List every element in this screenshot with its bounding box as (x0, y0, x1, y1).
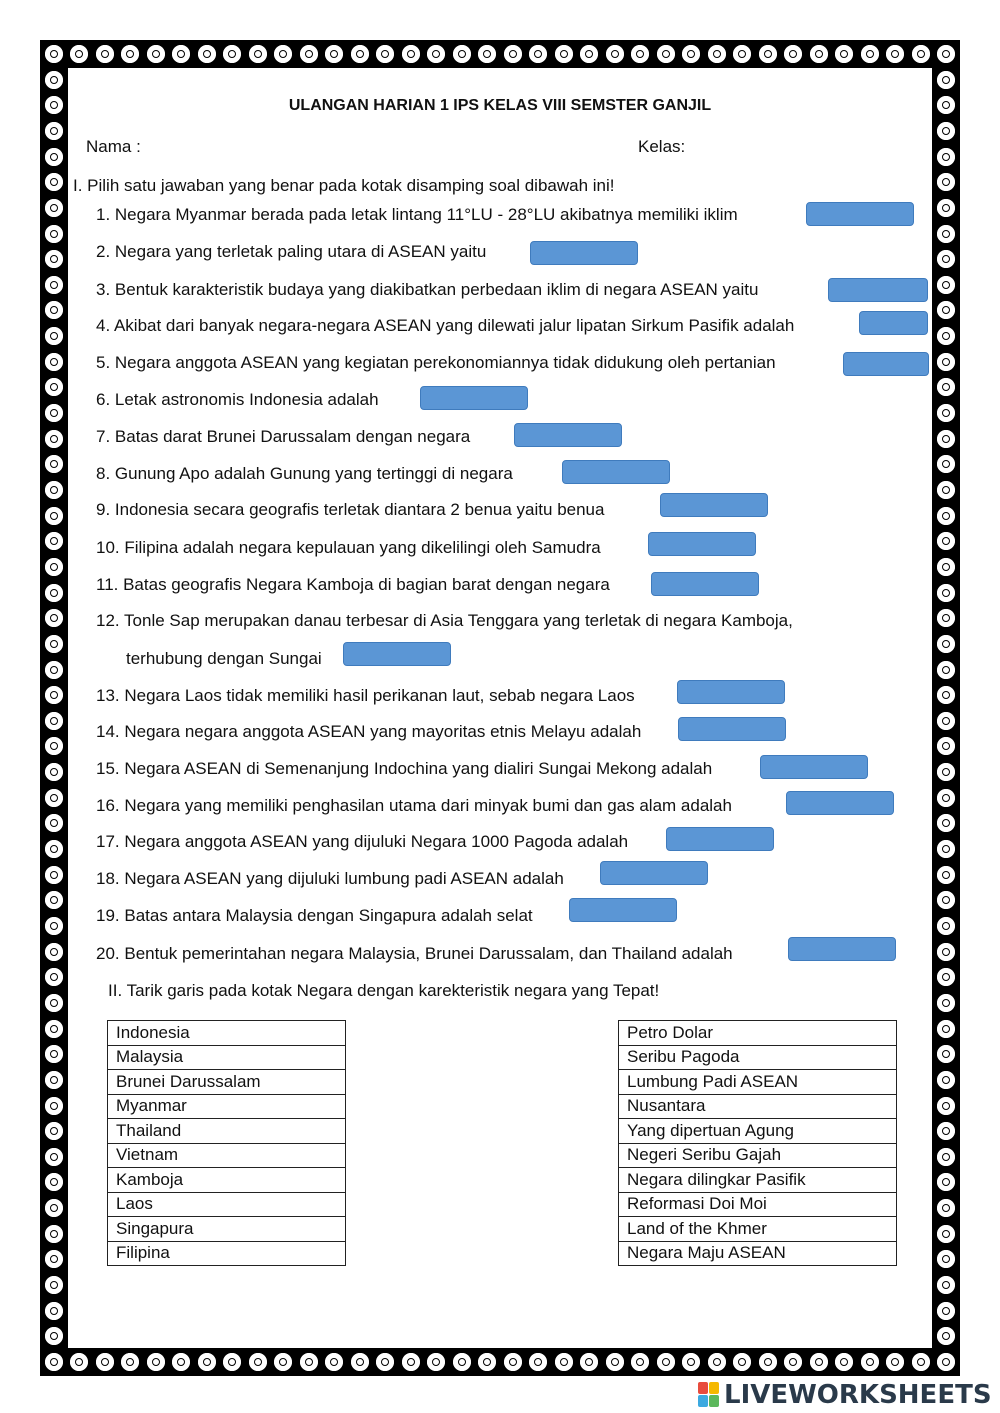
countries-table (107, 1020, 346, 1266)
flower-border-icon (45, 1148, 63, 1166)
section2-instruction: II. Tarik garis pada kotak Negara dengan karekteristik negara yang Tepat! (108, 981, 660, 1000)
answer-box-2[interactable] (530, 241, 638, 265)
characteristic-cell[interactable]: Negara dilingkar Pasifik (619, 1168, 897, 1193)
flower-border-icon (45, 327, 63, 345)
answer-box-8[interactable] (562, 460, 670, 484)
flower-border-icon (45, 1122, 63, 1140)
country-cell[interactable]: Vietnam (108, 1143, 346, 1168)
question-1: 1. Negara Myanmar berada pada letak lintang 11°LU - 28°LU akibatnya memiliki iklim (96, 205, 738, 224)
flower-border-icon (45, 686, 63, 704)
question-17: 17. Negara anggota ASEAN yang dijuluki Negara 1000 Pagoda adalah (96, 832, 629, 851)
flower-border-icon (249, 1353, 267, 1371)
flower-border-icon (45, 1199, 63, 1217)
flower-border-icon (733, 1353, 751, 1371)
flower-border-icon (861, 1353, 879, 1371)
flower-border-icon (45, 737, 63, 755)
flower-border-icon (733, 45, 751, 63)
flower-border-icon (147, 1353, 165, 1371)
answer-box-3[interactable] (828, 278, 928, 302)
flower-border-icon (45, 866, 63, 884)
table-row (108, 1119, 346, 1144)
flower-border-icon (937, 1353, 955, 1371)
nama-label: Nama : (86, 137, 141, 156)
question-11: 11. Batas geografis Negara Kamboja di bagian barat dengan negara (96, 575, 610, 594)
flower-border-icon (45, 1276, 63, 1294)
flower-border-icon (427, 1353, 445, 1371)
flower-border-icon (351, 1353, 369, 1371)
flower-border-icon (937, 1148, 955, 1166)
flower-border-icon (121, 45, 139, 63)
flower-border-icon (402, 1353, 420, 1371)
flower-border-icon (478, 45, 496, 63)
flower-border-icon (45, 814, 63, 832)
table-row (108, 1192, 346, 1217)
table-row (619, 1045, 897, 1070)
flower-border-icon (45, 532, 63, 550)
question-18: 18. Negara ASEAN yang dijuluki lumbung padi ASEAN adalah (96, 869, 564, 888)
flower-border-icon (504, 1353, 522, 1371)
flower-border-icon (45, 917, 63, 935)
flower-border-icon (45, 225, 63, 243)
flower-border-icon (886, 45, 904, 63)
flower-border-icon (70, 1353, 88, 1371)
flower-border-icon (45, 789, 63, 807)
answer-box-20[interactable] (788, 937, 896, 961)
flower-border-icon (682, 45, 700, 63)
flower-border-icon (657, 1353, 675, 1371)
characteristic-cell[interactable]: Petro Dolar (619, 1021, 897, 1046)
flower-border-icon (223, 45, 241, 63)
flower-border-icon (45, 481, 63, 499)
flower-border-icon (45, 507, 63, 525)
flower-border-icon (45, 1327, 63, 1345)
question-3: 3. Bentuk karakteristik budaya yang diakibatkan perbedaan iklim di negara ASEAN yaitu (96, 280, 759, 299)
question-6: 6. Letak astronomis Indonesia adalah (96, 390, 379, 409)
flower-border-icon (45, 404, 63, 422)
flower-border-icon (45, 173, 63, 191)
flower-border-icon (937, 148, 955, 166)
flower-border-icon (937, 1302, 955, 1320)
country-cell[interactable]: Thailand (108, 1119, 346, 1144)
flower-border-icon (631, 45, 649, 63)
flower-border-icon (937, 122, 955, 140)
flower-border-icon (70, 45, 88, 63)
flower-border-icon (45, 1020, 63, 1038)
flower-border-icon (45, 968, 63, 986)
flower-border-icon (96, 1353, 114, 1371)
table-row (619, 1143, 897, 1168)
flower-border-icon (937, 481, 955, 499)
liveworksheets-wordmark: LIVEWORKSHEETS (724, 1380, 992, 1410)
flower-border-icon (453, 1353, 471, 1371)
flower-border-icon (937, 789, 955, 807)
question-4: 4. Akibat dari banyak negara-negara ASEAN yang dilewati jalur lipatan Sirkum Pasifik adalah (96, 316, 795, 335)
table-row (108, 1241, 346, 1266)
flower-border-icon (45, 1173, 63, 1191)
question-10: 10. Filipina adalah negara kepulauan yang dikelilingi oleh Samudra (96, 538, 601, 557)
flower-border-icon (274, 45, 292, 63)
flower-border-icon (937, 430, 955, 448)
flower-border-icon (45, 1045, 63, 1063)
table-row (108, 1070, 346, 1095)
table-row (619, 1021, 897, 1046)
answer-box-18[interactable] (600, 861, 708, 885)
question-8: 8. Gunung Apo adalah Gunung yang tertinggi di negara (96, 464, 513, 483)
flower-border-icon (657, 45, 675, 63)
section1-instruction: I. Pilih satu jawaban yang benar pada kotak disamping soal dibawah ini! (73, 176, 615, 195)
flower-border-icon (172, 45, 190, 63)
flower-border-icon (759, 45, 777, 63)
flower-border-icon (504, 45, 522, 63)
flower-border-icon (912, 1353, 930, 1371)
flower-border-icon (45, 353, 63, 371)
answer-box-10[interactable] (648, 532, 756, 556)
flower-border-icon (937, 1045, 955, 1063)
characteristic-cell[interactable]: Negara Maju ASEAN (619, 1241, 897, 1266)
table-row (619, 1217, 897, 1242)
flower-border-icon (759, 1353, 777, 1371)
flower-border-icon (45, 148, 63, 166)
table-row (108, 1217, 346, 1242)
flower-border-icon (937, 1097, 955, 1115)
flower-border-icon (937, 173, 955, 191)
flower-border-icon (937, 225, 955, 243)
characteristic-cell[interactable]: Reformasi Doi Moi (619, 1192, 897, 1217)
flower-border-icon (937, 45, 955, 63)
flower-border-icon (937, 968, 955, 986)
question-7: 7. Batas darat Brunei Darussalam dengan negara (96, 427, 471, 446)
characteristic-cell[interactable]: Nusantara (619, 1094, 897, 1119)
flower-border-icon (937, 686, 955, 704)
table-row (108, 1094, 346, 1119)
flower-border-icon (223, 1353, 241, 1371)
flower-border-icon (937, 840, 955, 858)
flower-border-icon (121, 1353, 139, 1371)
flower-border-icon (784, 1353, 802, 1371)
flower-border-icon (631, 1353, 649, 1371)
country-cell[interactable]: Kamboja (108, 1168, 346, 1193)
flower-border-icon (606, 1353, 624, 1371)
characteristic-cell[interactable]: Negeri Seribu Gajah (619, 1143, 897, 1168)
flower-border-icon (937, 1199, 955, 1217)
flower-border-icon (937, 301, 955, 319)
flower-border-icon (810, 1353, 828, 1371)
question-13: 13. Negara Laos tidak memiliki hasil perikanan laut, sebab negara Laos (96, 686, 635, 705)
flower-border-icon (529, 45, 547, 63)
characteristics-table (618, 1020, 897, 1266)
flower-border-icon (937, 378, 955, 396)
table-row (619, 1070, 897, 1095)
table-row (619, 1094, 897, 1119)
flower-border-icon (580, 1353, 598, 1371)
flower-border-icon (45, 45, 63, 63)
country-cell[interactable]: Singapura (108, 1217, 346, 1242)
flower-border-icon (45, 455, 63, 473)
answer-box-15[interactable] (760, 755, 868, 779)
flower-border-icon (147, 45, 165, 63)
flower-border-icon (937, 327, 955, 345)
flower-border-icon (937, 1327, 955, 1345)
table-row (108, 1045, 346, 1070)
flower-border-icon (45, 250, 63, 268)
flower-border-icon (937, 712, 955, 730)
table-row (619, 1168, 897, 1193)
country-cell[interactable]: Filipina (108, 1241, 346, 1266)
flower-border-icon (198, 45, 216, 63)
table-row (619, 1192, 897, 1217)
flower-border-icon (198, 1353, 216, 1371)
liveworksheets-badge-icon (698, 1382, 720, 1408)
flower-border-icon (555, 1353, 573, 1371)
table-row (108, 1168, 346, 1193)
flower-border-icon (300, 45, 318, 63)
answer-box-1[interactable] (806, 202, 914, 226)
answer-box-12[interactable] (343, 642, 451, 666)
flower-border-icon (249, 45, 267, 63)
flower-border-icon (937, 1276, 955, 1294)
flower-border-icon (45, 378, 63, 396)
flower-border-icon (937, 1173, 955, 1191)
table-row (108, 1143, 346, 1168)
flower-border-icon (937, 609, 955, 627)
flower-border-icon (937, 71, 955, 89)
flower-border-icon (376, 45, 394, 63)
flower-border-icon (810, 45, 828, 63)
flower-border-icon (937, 507, 955, 525)
flower-border-icon (606, 45, 624, 63)
flower-border-icon (45, 71, 63, 89)
flower-border-icon (708, 45, 726, 63)
flower-border-icon (45, 1302, 63, 1320)
flower-border-icon (45, 994, 63, 1012)
answer-box-14[interactable] (678, 717, 786, 741)
characteristic-cell[interactable]: Land of the Khmer (619, 1217, 897, 1242)
flower-border-icon (45, 840, 63, 858)
flower-border-icon (453, 45, 471, 63)
flower-border-icon (300, 1353, 318, 1371)
flower-border-icon (937, 943, 955, 961)
flower-border-icon (45, 430, 63, 448)
question-14: 14. Negara negara anggota ASEAN yang mayoritas etnis Melayu adalah (96, 722, 642, 741)
flower-border-icon (45, 661, 63, 679)
flower-border-icon (861, 45, 879, 63)
flower-border-icon (45, 276, 63, 294)
flower-border-icon (937, 584, 955, 602)
flower-border-icon (937, 276, 955, 294)
page-title: ULANGAN HARIAN 1 IPS KELAS VIII SEMSTER GANJIL (288, 97, 712, 114)
flower-border-icon (937, 1250, 955, 1268)
flower-border-icon (937, 250, 955, 268)
answer-box-7[interactable] (514, 423, 622, 447)
country-cell[interactable]: Laos (108, 1192, 346, 1217)
flower-border-icon (937, 994, 955, 1012)
answer-box-19[interactable] (569, 898, 677, 922)
flower-border-icon (274, 1353, 292, 1371)
question-19: 19. Batas antara Malaysia dengan Singapura adalah selat (96, 906, 533, 925)
answer-box-16[interactable] (786, 791, 894, 815)
flower-border-icon (45, 558, 63, 576)
table-row (108, 1021, 346, 1046)
characteristic-cell[interactable]: Yang dipertuan Agung (619, 1119, 897, 1144)
flower-border-icon (45, 891, 63, 909)
flower-border-icon (937, 558, 955, 576)
flower-border-icon (45, 1353, 63, 1371)
country-cell[interactable]: Myanmar (108, 1094, 346, 1119)
flower-border-icon (45, 635, 63, 653)
characteristic-cell[interactable]: Seribu Pagoda (619, 1045, 897, 1070)
flower-border-icon (427, 45, 445, 63)
flower-border-icon (529, 1353, 547, 1371)
flower-border-icon (937, 1225, 955, 1243)
flower-border-icon (45, 1097, 63, 1115)
question-16: 16. Negara yang memiliki penghasilan utama dari minyak bumi dan gas alam adalah (96, 796, 732, 815)
flower-border-icon (937, 661, 955, 679)
flower-border-icon (937, 404, 955, 422)
question-20: 20. Bentuk pemerintahan negara Malaysia, Brunei Darussalam, dan Thailand adalah (96, 944, 733, 963)
flower-border-icon (45, 199, 63, 217)
flower-border-icon (478, 1353, 496, 1371)
answer-box-4[interactable] (859, 311, 928, 335)
answer-box-17[interactable] (666, 827, 774, 851)
flower-border-icon (45, 943, 63, 961)
flower-border-icon (937, 1020, 955, 1038)
question-12: 12. Tonle Sap merupakan danau terbesar di Asia Tenggara yang terletak di negara Kamboja, (96, 611, 793, 630)
question-12-continued: terhubung dengan Sungai (126, 649, 322, 668)
flower-border-icon (937, 891, 955, 909)
flower-border-icon (172, 1353, 190, 1371)
flower-border-icon (835, 1353, 853, 1371)
table-row (619, 1241, 897, 1266)
flower-border-icon (351, 45, 369, 63)
flower-border-icon (45, 301, 63, 319)
flower-border-icon (937, 455, 955, 473)
question-5: 5. Negara anggota ASEAN yang kegiatan perekonomiannya tidak didukung oleh pertanian (96, 353, 776, 372)
flower-border-icon (784, 45, 802, 63)
flower-border-icon (325, 45, 343, 63)
characteristic-cell[interactable]: Lumbung Padi ASEAN (619, 1070, 897, 1095)
flower-border-icon (45, 122, 63, 140)
answer-box-13[interactable] (677, 680, 785, 704)
flower-border-icon (937, 199, 955, 217)
flower-border-icon (325, 1353, 343, 1371)
flower-border-icon (45, 584, 63, 602)
flower-border-icon (45, 1250, 63, 1268)
flower-border-icon (937, 353, 955, 371)
flower-border-icon (682, 1353, 700, 1371)
flower-border-icon (835, 45, 853, 63)
flower-border-icon (937, 1122, 955, 1140)
flower-border-icon (708, 1353, 726, 1371)
flower-border-icon (937, 635, 955, 653)
flower-border-icon (402, 45, 420, 63)
flower-border-icon (580, 45, 598, 63)
kelas-label: Kelas: (638, 137, 686, 156)
flower-border-icon (376, 1353, 394, 1371)
flower-border-icon (912, 45, 930, 63)
country-cell[interactable]: Brunei Darussalam (108, 1070, 346, 1095)
answer-box-5[interactable] (843, 352, 929, 376)
answer-box-11[interactable] (651, 572, 759, 596)
flower-border-icon (937, 763, 955, 781)
flower-border-icon (45, 1071, 63, 1089)
flower-border-icon (937, 814, 955, 832)
flower-border-icon (937, 917, 955, 935)
answer-box-6[interactable] (420, 386, 528, 410)
flower-border-icon (45, 1225, 63, 1243)
flower-border-icon (45, 712, 63, 730)
question-2: 2. Negara yang terletak paling utara di ASEAN yaitu (96, 242, 487, 261)
answer-box-9[interactable] (660, 493, 768, 517)
country-cell[interactable]: Indonesia (108, 1021, 346, 1046)
liveworksheets-logo (698, 1378, 992, 1412)
flower-border-icon (886, 1353, 904, 1371)
flower-border-icon (45, 609, 63, 627)
flower-border-icon (937, 532, 955, 550)
question-9: 9. Indonesia secara geografis terletak diantara 2 benua yaitu benua (96, 500, 605, 519)
flower-border-icon (937, 866, 955, 884)
table-row (619, 1119, 897, 1144)
question-15: 15. Negara ASEAN di Semenanjung Indochina yang dialiri Sungai Mekong adalah (96, 759, 713, 778)
flower-border-icon (937, 1071, 955, 1089)
flower-border-icon (96, 45, 114, 63)
flower-border-icon (555, 45, 573, 63)
country-cell[interactable]: Malaysia (108, 1045, 346, 1070)
flower-border-icon (937, 737, 955, 755)
flower-border-icon (45, 763, 63, 781)
